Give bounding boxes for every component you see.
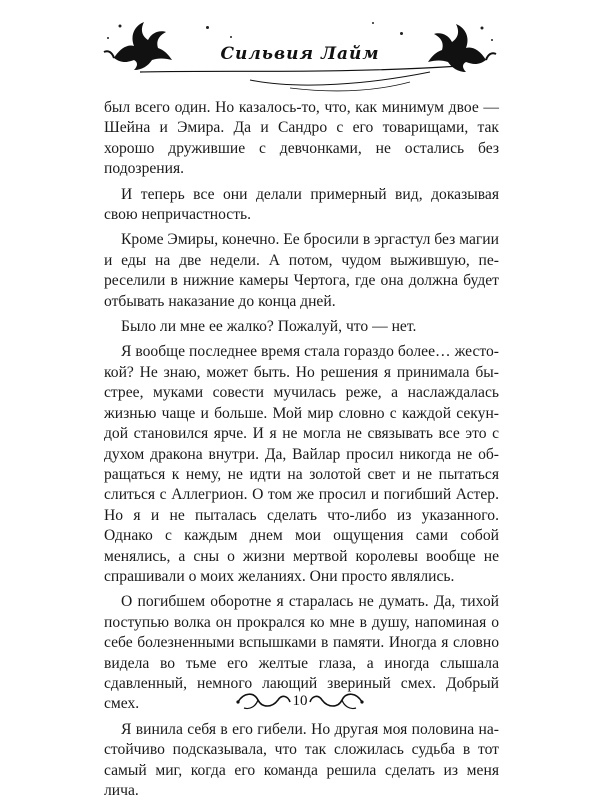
paragraph: был всего один. Но казалось-то, что, как минимум двое — Шейна и Эмира. Да и Сандро с его товарищами, так хорошо дружившие с девчонками, не остались без подозрения. [104, 99, 499, 178]
star-dot [206, 26, 209, 29]
page-number: 10 [292, 693, 308, 709]
paragraph: Я винила себя в его гибели. Но другая моя половина настойчиво подсказывала, что так сложилась судьба в тот самый миг, когда его команда решила сделать из меня лича. [104, 720, 499, 799]
paragraph: Было ли мне ее жалко? Пожалуй, что — нет. [121, 318, 417, 336]
paragraph: И теперь все они делали примерный вид, доказывая свою непричастность. [104, 185, 499, 224]
star-dot [372, 22, 374, 24]
paragraph: Кроме Эмиры, конечно. Ее бросили в эргастул без магии и еды на две недели. А потом, чудом выжившую, переселили в нижние камеры Чертога, где она должна будет отбывать наказание до конца дней. [104, 231, 499, 310]
paragraph: О погибшем оборотне я старалась не думать. Да, тихой поступью волка он прокрался ко мне в душу, напоминая о себе болезненными вспышками в памяти. Иногда я словно видела во тьме его желтые глаза, а иногда слышала сдавленный, немного лающий звериный смех. Добрый смех. [104, 593, 499, 713]
header-swash [140, 60, 460, 100]
running-header [0, 18, 600, 88]
star-dot [230, 36, 232, 38]
flourish-icon [306, 688, 366, 714]
paragraph: Я вообще последнее время стала гораздо более… жестокой? Не знаю, может быть. Но решения я принимала быстрее, муками совести мучилась реже, а наслаждалась жизнью чаще и больше. Мой мир словно с каждой секундой становился ярче. И я не могла не связывать все это с духом дракона внутри. Да, Вайлар просил никогда не обращаться к нему, не идти на золотой свет и не пытаться слиться с Аллегрион. О том же просил и погибший Астер. Но я и не пыталась сделать что-либо из указанного. Однако с каждым днем мои ощущения сами собой менялись, а сны о жизни мертвой королевы вообще не спрашивали о моих желаниях. Они просто являлись. [104, 343, 499, 585]
star-dot [400, 32, 403, 35]
author-name: Сильвия Лайм [220, 44, 380, 64]
page-footer [0, 688, 600, 718]
